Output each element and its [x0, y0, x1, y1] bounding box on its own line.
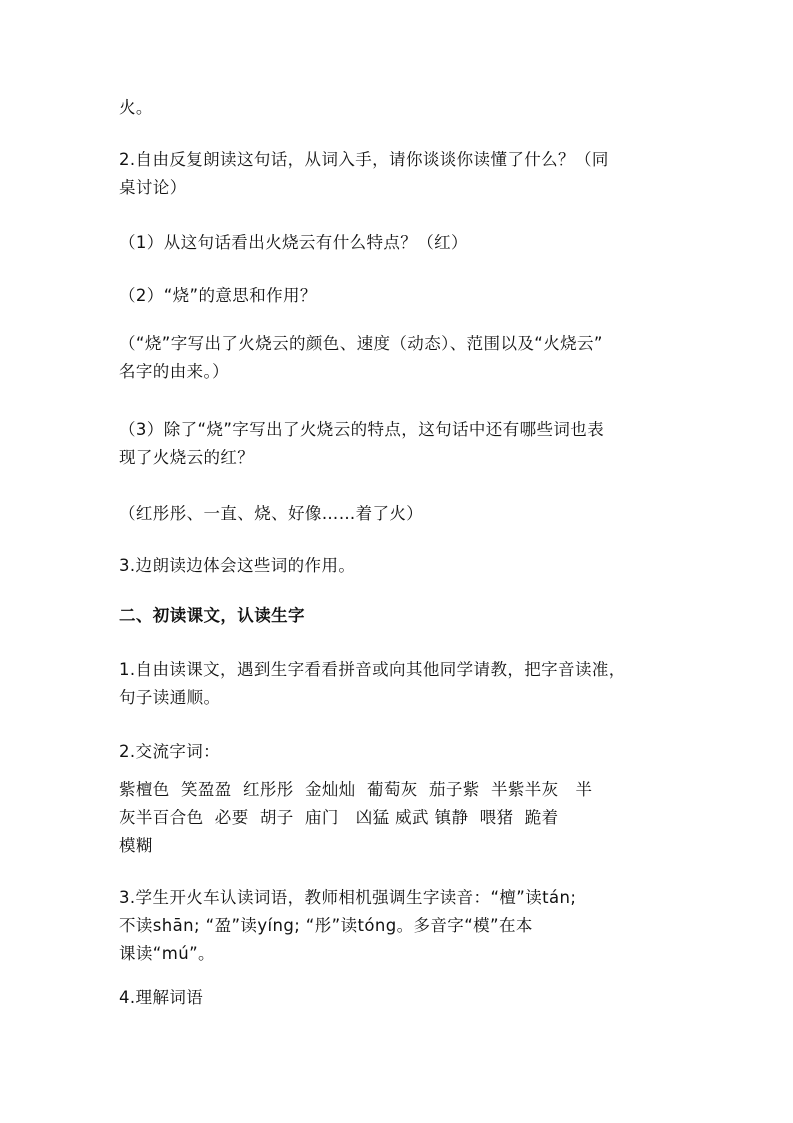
text-line: 3.边朗读边体会这些词的作用。 — [119, 556, 356, 575]
text-line: 桌讨论） — [119, 178, 187, 197]
text-line: 现了火烧云的红？ — [119, 448, 255, 467]
paragraph-reading-step-2 — [119, 738, 684, 766]
paragraph-answer-2 — [119, 330, 684, 386]
paragraph-question-3 — [119, 416, 684, 472]
text-line: （3）除了“烧”字写出了火烧云的特点，这句话中还有哪些词也表 — [119, 420, 605, 439]
word-list — [119, 776, 684, 860]
text-line: 2.交流字词： — [119, 742, 221, 761]
text-line: （红彤彤、一直、烧、好像……着了火） — [119, 504, 424, 523]
text-line: （1）从这句话看出火烧云有什么特点？（红） — [119, 233, 468, 252]
text-line: （“烧”字写出了火烧云的颜色、速度（动态）、范围以及“火烧云” — [119, 334, 603, 353]
paragraph-continuation — [119, 94, 684, 122]
paragraph-step-3 — [119, 552, 684, 580]
paragraph-reading-step-1 — [119, 656, 684, 712]
paragraph-reading-step-4 — [119, 984, 684, 1012]
text-line: 2.自由反复朗读这句话，从词入手，请你谈谈你读懂了什么？（同 — [119, 150, 609, 169]
paragraph-step-2 — [119, 146, 684, 202]
heading-text: 二、初读课文，认读生字 — [119, 606, 305, 625]
text-line: 不读shān; “盈”读yíng; “彤”读tóng。多音字“模”在本 — [119, 916, 533, 935]
text-line: 3.学生开火车认读词语，教师相机强调生字读音：“檀”读tán; — [119, 888, 577, 907]
text-line: 1.自由读课文，遇到生字看看拼音或向其他同学请教，把字音读准， — [119, 660, 626, 679]
text-line: 课读“mú”。 — [119, 944, 215, 963]
word-list-line: 紫檀色 笑盈盈 红彤彤 金灿灿 葡萄灰 茄子紫 半紫半灰 半 — [119, 780, 593, 799]
section-heading — [119, 602, 684, 630]
paragraph-reading-step-3 — [119, 884, 684, 968]
word-list-line: 灰半百合色 必要 胡子 庙门 凶猛 威武 镇静 喂猪 跪着 — [119, 808, 559, 827]
text-line: （2）“烧”的意思和作用？ — [119, 286, 317, 305]
text-line: 句子读通顺。 — [119, 688, 221, 707]
text-line: 名字的由来。） — [119, 362, 230, 381]
paragraph-question-1 — [119, 229, 684, 257]
text-line: 火。 — [119, 98, 153, 117]
paragraph-answer-3 — [119, 500, 684, 528]
paragraph-question-2 — [119, 282, 684, 310]
word-list-line: 模糊 — [119, 836, 153, 855]
text-line: 4.理解词语 — [119, 988, 204, 1007]
